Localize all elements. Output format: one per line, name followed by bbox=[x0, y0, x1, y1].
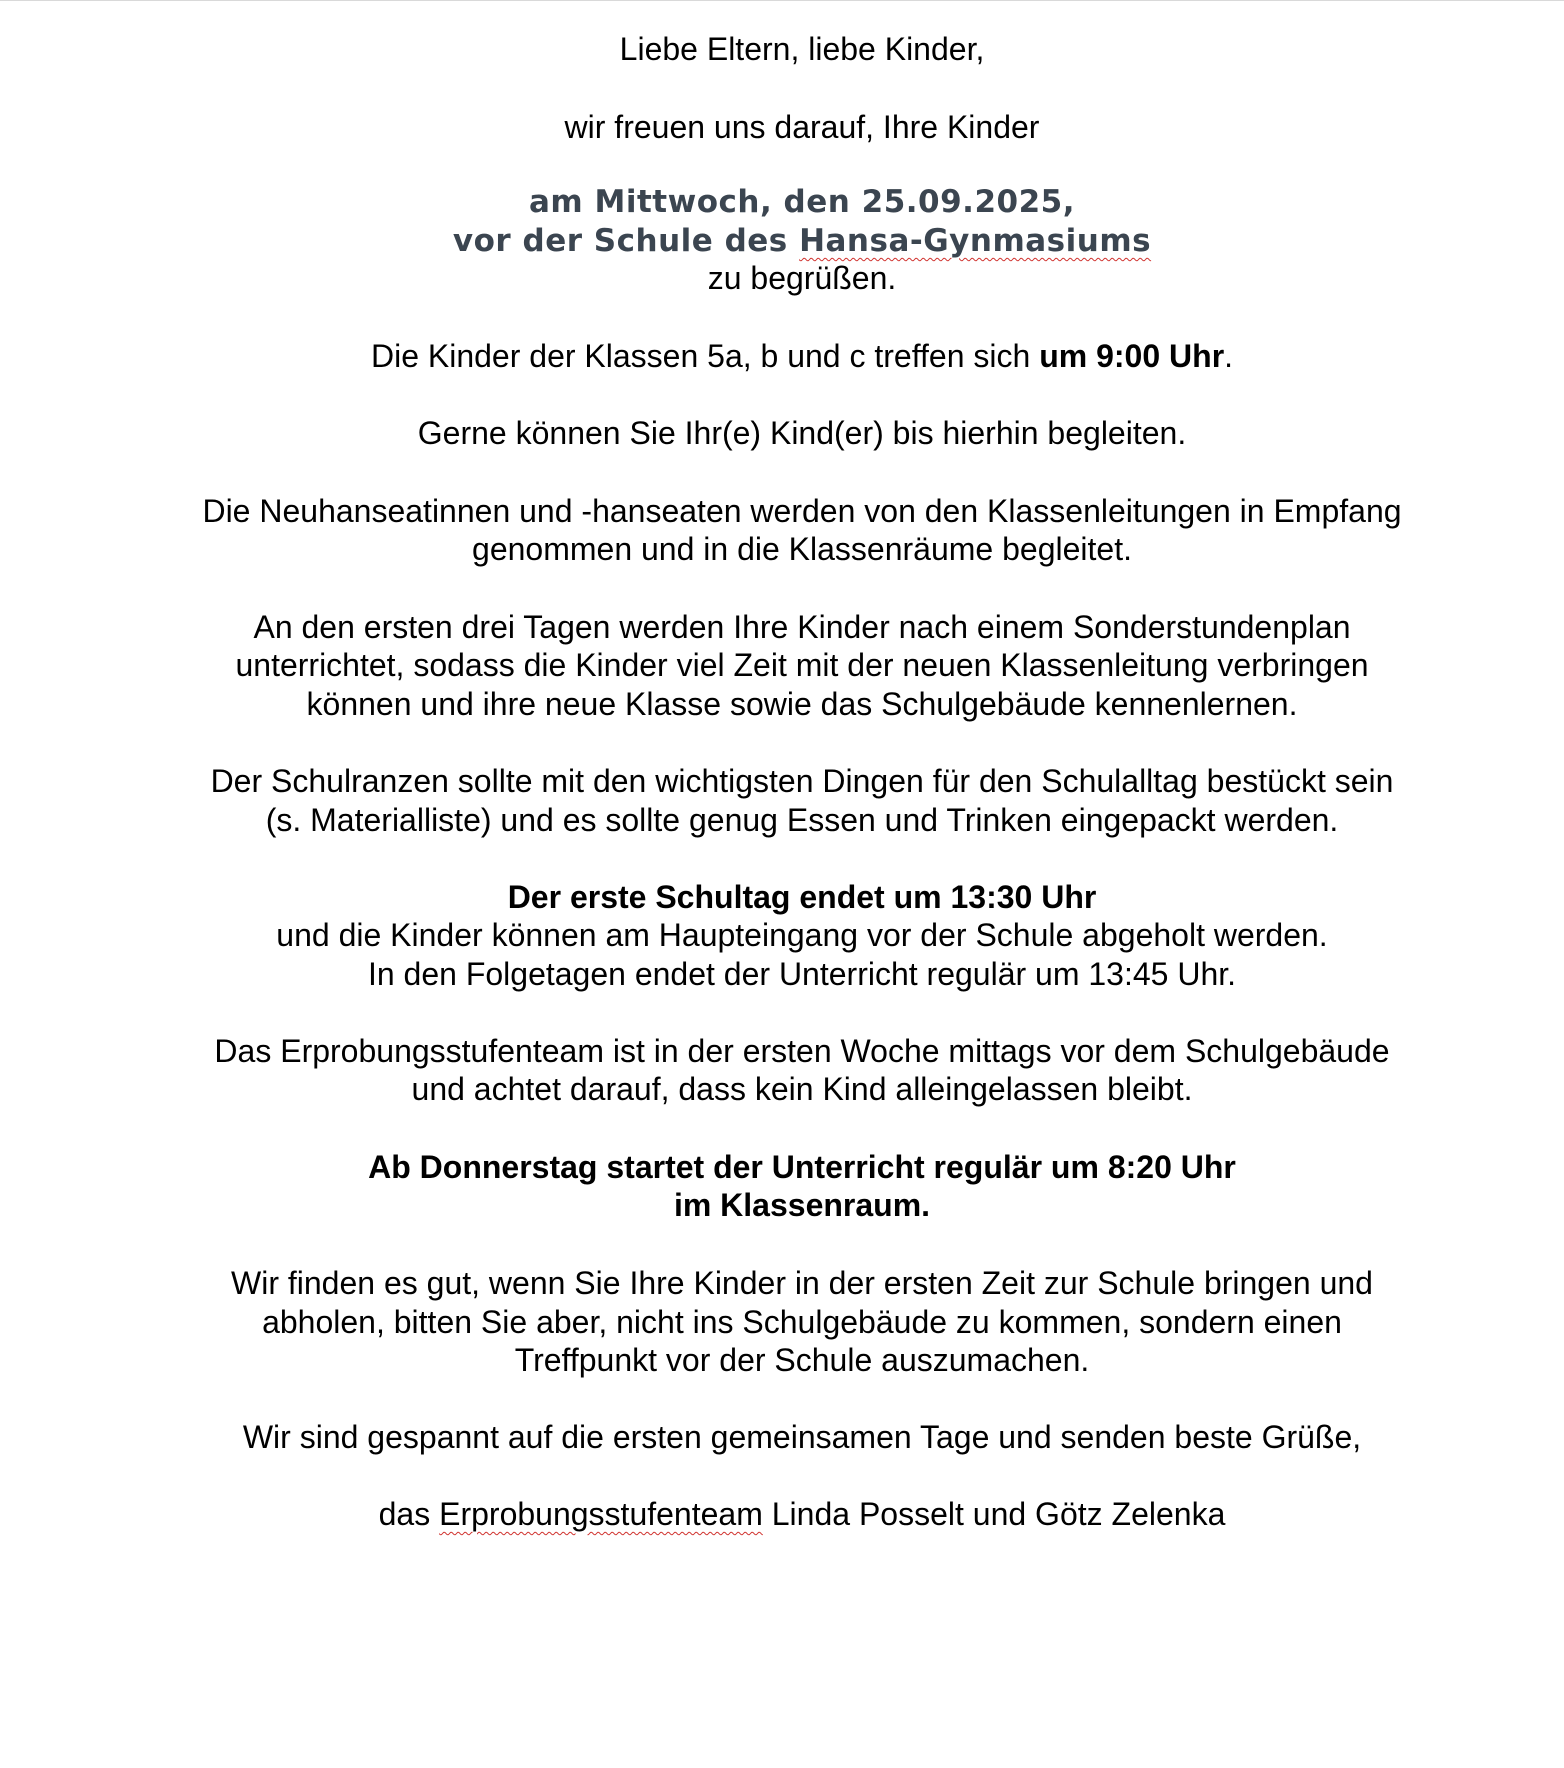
signature-names: Linda Posselt und Götz Zelenka bbox=[762, 1496, 1226, 1532]
greeting: Liebe Eltern, liebe Kinder, bbox=[619, 31, 985, 67]
meeting-time-line bbox=[60, 335, 1544, 378]
welcome-line: zu begrüßen. bbox=[707, 260, 897, 296]
signature-prefix: das bbox=[378, 1496, 440, 1532]
school-name: Hansa-Gynmasiums bbox=[799, 223, 1152, 259]
accompany-line: Gerne können Sie Ihr(e) Kind(er) bis hierhin begleiten. bbox=[417, 415, 1187, 451]
meeting-point-line-2: abholen, bitten Sie aber, nicht ins Schulgebäude zu kommen, sondern einen bbox=[262, 1304, 1342, 1340]
event-date: am Mittwoch, den 25.09.2025, bbox=[528, 184, 1076, 220]
meeting-point-line-3: Treffpunkt vor der Schule auszumachen. bbox=[514, 1342, 1090, 1378]
following-days-line: In den Folgetagen endet der Unterricht regulär um 13:45 Uhr. bbox=[367, 956, 1237, 992]
thursday-line-1: Ab Donnerstag startet der Unterricht regulär um 8:20 Uhr bbox=[368, 1149, 1236, 1185]
thursday-line-2: im Klassenraum. bbox=[673, 1187, 931, 1223]
intro-line: wir freuen uns darauf, Ihre Kinder bbox=[564, 109, 1040, 145]
event-place-prefix: vor der Schule des bbox=[452, 223, 800, 259]
schoolbag-line-1: Der Schulranzen sollte mit den wichtigsten Dingen für den Schulalltag bestückt sein bbox=[210, 763, 1394, 799]
signature-line bbox=[60, 1493, 1544, 1536]
meeting-point-line-1: Wir finden es gut, wenn Sie Ihre Kinder in der ersten Zeit zur Schule bringen und bbox=[231, 1265, 1373, 1301]
reception-line-2: genommen und in die Klassenräume begleitet. bbox=[472, 531, 1132, 567]
closing-line: Wir sind gespannt auf die ersten gemeinsamen Tage und senden beste Grüße, bbox=[242, 1419, 1362, 1455]
first-days-line-2: unterrichtet, sodass die Kinder viel Zeit mit der neuen Klassenleitung verbringen bbox=[235, 647, 1369, 683]
signature-team: Erprobungsstufenteam bbox=[439, 1496, 763, 1532]
meeting-time: um 9:00 Uhr bbox=[1039, 338, 1225, 374]
page-top-border bbox=[0, 0, 1564, 1]
first-day-end: Der erste Schultag endet um 13:30 Uhr bbox=[507, 879, 1097, 915]
meeting-time-prefix: Die Kinder der Klassen 5a, b und c treffen sich bbox=[370, 338, 1040, 374]
schoolbag-line-2: (s. Materialliste) und es sollte genug Essen und Trinken eingepackt werden. bbox=[265, 802, 1339, 838]
team-watch-line-1: Das Erprobungsstufenteam ist in der ersten Woche mittags vor dem Schulgebäude bbox=[214, 1033, 1390, 1069]
first-days-line-3: können und ihre neue Klasse sowie das Schulgebäude kennenlernen. bbox=[306, 686, 1298, 722]
team-watch-line-2: und achtet darauf, dass kein Kind alleingelassen bleibt. bbox=[411, 1071, 1193, 1107]
reception-line-1: Die Neuhanseatinnen und -hanseaten werden von den Klassenleitungen in Empfang bbox=[202, 493, 1402, 529]
first-days-line-1: An den ersten drei Tagen werden Ihre Kinder nach einem Sonderstundenplan bbox=[253, 609, 1351, 645]
meeting-time-suffix: . bbox=[1224, 338, 1234, 374]
pickup-line: und die Kinder können am Haupteingang vor der Schule abgeholt werden. bbox=[276, 917, 1328, 953]
